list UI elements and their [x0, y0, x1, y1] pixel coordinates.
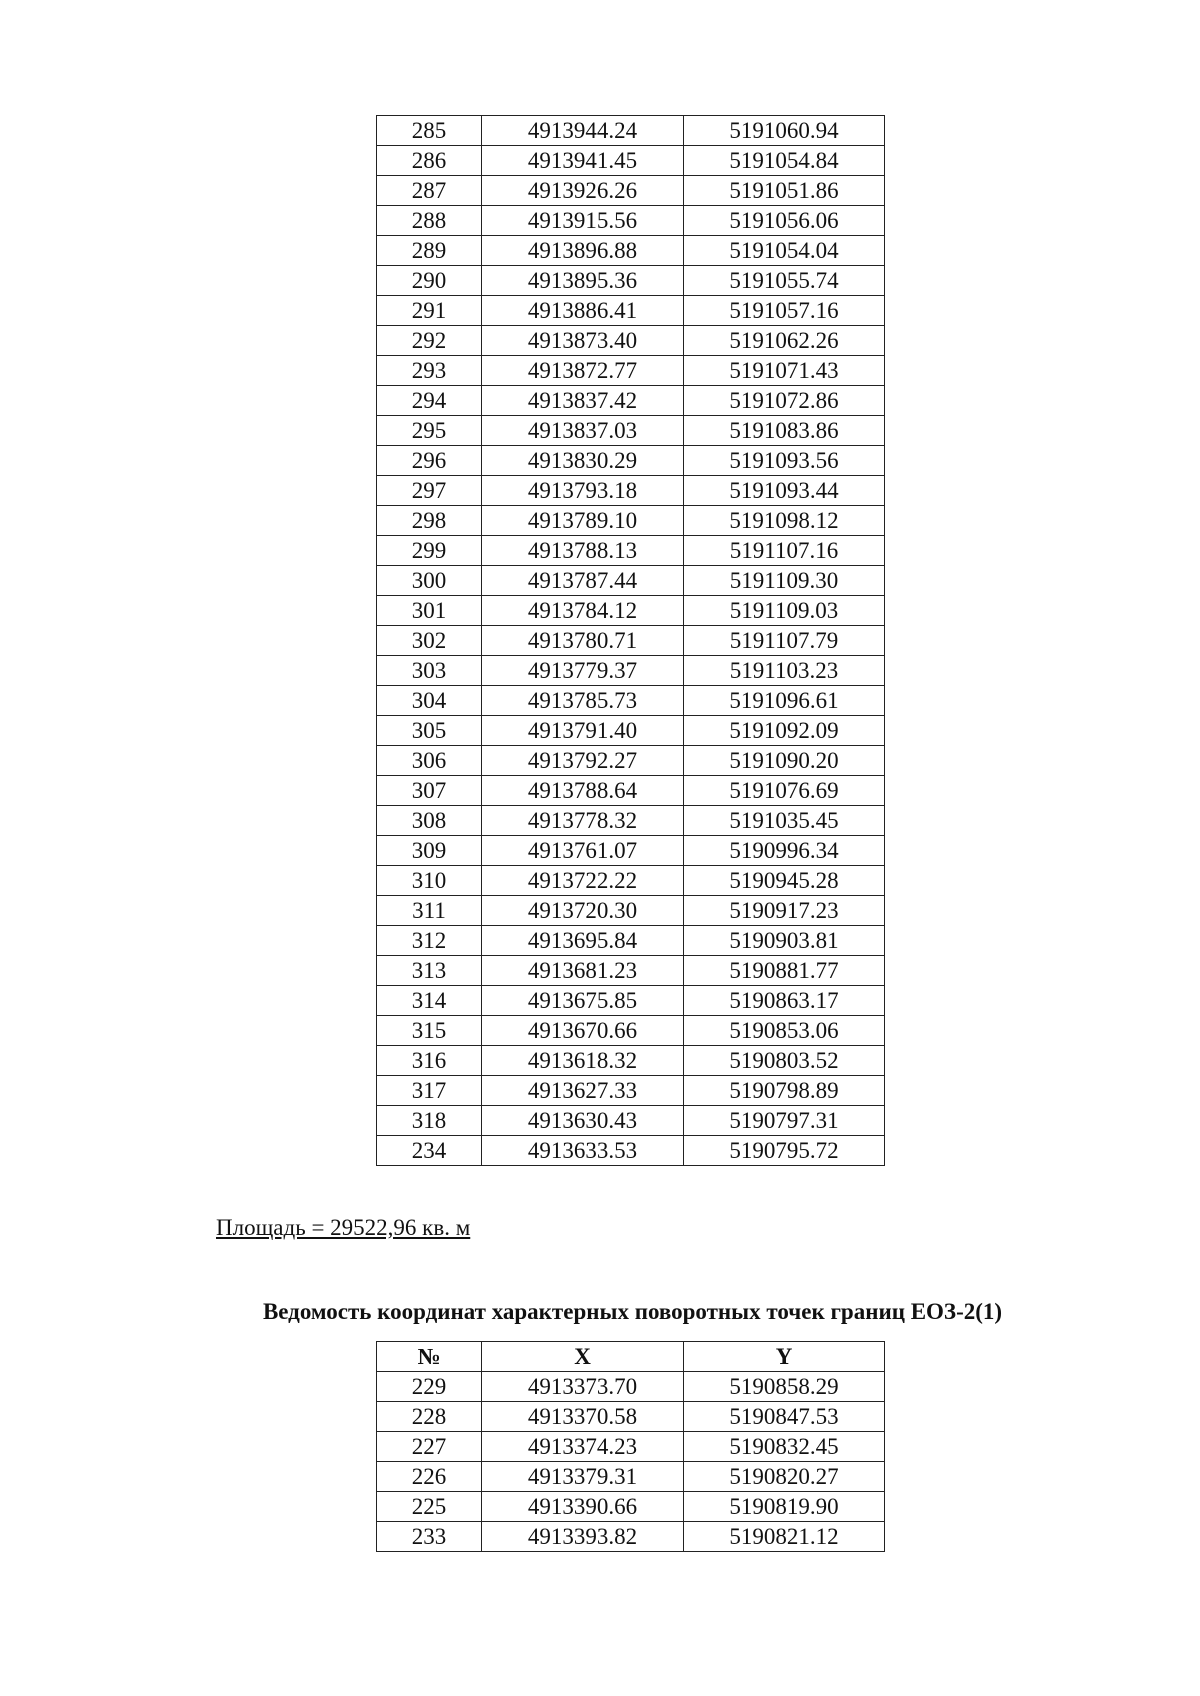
area-total: Площадь = 29522,96 кв. м	[216, 1215, 471, 1240]
y-coordinate: 5190795.72	[684, 1136, 885, 1166]
x-coordinate: 4913896.88	[482, 236, 684, 266]
point-number: 285	[377, 116, 482, 146]
y-coordinate: 5190819.90	[684, 1492, 885, 1522]
table-row	[377, 896, 885, 926]
point-number: 303	[377, 656, 482, 686]
y-coordinate: 5191093.56	[684, 446, 885, 476]
point-number: 299	[377, 536, 482, 566]
table-row	[377, 656, 885, 686]
table-row	[377, 836, 885, 866]
table-row	[377, 476, 885, 506]
y-coordinate: 5191103.23	[684, 656, 885, 686]
coordinates-table-2	[376, 1341, 885, 1552]
point-number: 291	[377, 296, 482, 326]
table-row	[377, 416, 885, 446]
point-number: 304	[377, 686, 482, 716]
y-coordinate: 5190798.89	[684, 1076, 885, 1106]
y-coordinate: 5190821.12	[684, 1522, 885, 1552]
x-coordinate: 4913792.27	[482, 746, 684, 776]
table-row	[377, 746, 885, 776]
y-coordinate: 5191090.20	[684, 746, 885, 776]
x-coordinate: 4913872.77	[482, 356, 684, 386]
x-coordinate: 4913785.73	[482, 686, 684, 716]
table-row	[377, 866, 885, 896]
y-coordinate: 5191054.84	[684, 146, 885, 176]
x-coordinate: 4913944.24	[482, 116, 684, 146]
point-number: 308	[377, 806, 482, 836]
y-coordinate: 5190881.77	[684, 956, 885, 986]
x-coordinate: 4913780.71	[482, 626, 684, 656]
header-x: X	[482, 1342, 684, 1372]
point-number: 313	[377, 956, 482, 986]
point-number: 227	[377, 1432, 482, 1462]
table-row	[377, 1462, 885, 1492]
table-row	[377, 326, 885, 356]
y-coordinate: 5191096.61	[684, 686, 885, 716]
table-row	[377, 506, 885, 536]
y-coordinate: 5191054.04	[684, 236, 885, 266]
table-row	[377, 1492, 885, 1522]
y-coordinate: 5191051.86	[684, 176, 885, 206]
x-coordinate: 4913941.45	[482, 146, 684, 176]
y-coordinate: 5191083.86	[684, 416, 885, 446]
y-coordinate: 5191109.03	[684, 596, 885, 626]
table-row	[377, 1076, 885, 1106]
y-coordinate: 5191076.69	[684, 776, 885, 806]
y-coordinate: 5191062.26	[684, 326, 885, 356]
y-coordinate: 5191107.16	[684, 536, 885, 566]
x-coordinate: 4913374.23	[482, 1432, 684, 1462]
x-coordinate: 4913722.22	[482, 866, 684, 896]
table-row	[377, 806, 885, 836]
x-coordinate: 4913618.32	[482, 1046, 684, 1076]
y-coordinate: 5191098.12	[684, 506, 885, 536]
x-coordinate: 4913670.66	[482, 1016, 684, 1046]
x-coordinate: 4913778.32	[482, 806, 684, 836]
x-coordinate: 4913784.12	[482, 596, 684, 626]
point-number: 311	[377, 896, 482, 926]
y-coordinate: 5190903.81	[684, 926, 885, 956]
y-coordinate: 5191060.94	[684, 116, 885, 146]
y-coordinate: 5190832.45	[684, 1432, 885, 1462]
point-number: 296	[377, 446, 482, 476]
table-row	[377, 386, 885, 416]
y-coordinate: 5190853.06	[684, 1016, 885, 1046]
x-coordinate: 4913830.29	[482, 446, 684, 476]
point-number: 307	[377, 776, 482, 806]
point-number: 234	[377, 1136, 482, 1166]
x-coordinate: 4913675.85	[482, 986, 684, 1016]
y-coordinate: 5190847.53	[684, 1402, 885, 1432]
x-coordinate: 4913787.44	[482, 566, 684, 596]
y-coordinate: 5191092.09	[684, 716, 885, 746]
table-row	[377, 116, 885, 146]
table-row	[377, 206, 885, 236]
y-coordinate: 5191093.44	[684, 476, 885, 506]
point-number: 302	[377, 626, 482, 656]
y-coordinate: 5190803.52	[684, 1046, 885, 1076]
x-coordinate: 4913633.53	[482, 1136, 684, 1166]
point-number: 225	[377, 1492, 482, 1522]
x-coordinate: 4913390.66	[482, 1492, 684, 1522]
table-row	[377, 236, 885, 266]
x-coordinate: 4913393.82	[482, 1522, 684, 1552]
point-number: 294	[377, 386, 482, 416]
x-coordinate: 4913789.10	[482, 506, 684, 536]
x-coordinate: 4913627.33	[482, 1076, 684, 1106]
coordinates-table-2-body	[377, 1372, 885, 1552]
point-number: 226	[377, 1462, 482, 1492]
point-number: 312	[377, 926, 482, 956]
y-coordinate: 5191035.45	[684, 806, 885, 836]
table-row	[377, 446, 885, 476]
x-coordinate: 4913681.23	[482, 956, 684, 986]
table-row	[377, 686, 885, 716]
point-number: 316	[377, 1046, 482, 1076]
x-coordinate: 4913761.07	[482, 836, 684, 866]
table-row	[377, 716, 885, 746]
header-y: Y	[684, 1342, 885, 1372]
table-row	[377, 956, 885, 986]
table-2-title: Ведомость координат характерных поворотных точек границ ЕОЗ-2(1)	[262, 1299, 1003, 1324]
table-row	[377, 566, 885, 596]
x-coordinate: 4913886.41	[482, 296, 684, 326]
point-number: 297	[377, 476, 482, 506]
x-coordinate: 4913793.18	[482, 476, 684, 506]
x-coordinate: 4913873.40	[482, 326, 684, 356]
y-coordinate: 5191056.06	[684, 206, 885, 236]
point-number: 309	[377, 836, 482, 866]
y-coordinate: 5191055.74	[684, 266, 885, 296]
x-coordinate: 4913895.36	[482, 266, 684, 296]
y-coordinate: 5191071.43	[684, 356, 885, 386]
y-coordinate: 5190797.31	[684, 1106, 885, 1136]
point-number: 228	[377, 1402, 482, 1432]
y-coordinate: 5191057.16	[684, 296, 885, 326]
table-row	[377, 1016, 885, 1046]
x-coordinate: 4913379.31	[482, 1462, 684, 1492]
x-coordinate: 4913926.26	[482, 176, 684, 206]
y-coordinate: 5190945.28	[684, 866, 885, 896]
x-coordinate: 4913373.70	[482, 1372, 684, 1402]
table-row	[377, 1372, 885, 1402]
point-number: 292	[377, 326, 482, 356]
x-coordinate: 4913720.30	[482, 896, 684, 926]
point-number: 289	[377, 236, 482, 266]
x-coordinate: 4913837.03	[482, 416, 684, 446]
x-coordinate: 4913370.58	[482, 1402, 684, 1432]
table-row	[377, 1046, 885, 1076]
coordinates-table-1	[376, 115, 885, 1166]
x-coordinate: 4913788.13	[482, 536, 684, 566]
point-number: 300	[377, 566, 482, 596]
x-coordinate: 4913788.64	[482, 776, 684, 806]
point-number: 295	[377, 416, 482, 446]
point-number: 293	[377, 356, 482, 386]
table-row	[377, 266, 885, 296]
y-coordinate: 5190917.23	[684, 896, 885, 926]
point-number: 310	[377, 866, 482, 896]
table-row	[377, 176, 885, 206]
point-number: 315	[377, 1016, 482, 1046]
point-number: 301	[377, 596, 482, 626]
table-row	[377, 356, 885, 386]
point-number: 287	[377, 176, 482, 206]
point-number: 290	[377, 266, 482, 296]
table-row	[377, 776, 885, 806]
table-row	[377, 596, 885, 626]
table-row	[377, 986, 885, 1016]
table-row	[377, 296, 885, 326]
y-coordinate: 5190996.34	[684, 836, 885, 866]
header-number: №	[377, 1342, 482, 1372]
y-coordinate: 5191109.30	[684, 566, 885, 596]
point-number: 288	[377, 206, 482, 236]
point-number: 306	[377, 746, 482, 776]
table-row	[377, 146, 885, 176]
x-coordinate: 4913779.37	[482, 656, 684, 686]
y-coordinate: 5190858.29	[684, 1372, 885, 1402]
table-row	[377, 1432, 885, 1462]
point-number: 305	[377, 716, 482, 746]
point-number: 317	[377, 1076, 482, 1106]
table-row	[377, 536, 885, 566]
x-coordinate: 4913915.56	[482, 206, 684, 236]
point-number: 286	[377, 146, 482, 176]
y-coordinate: 5191107.79	[684, 626, 885, 656]
point-number: 314	[377, 986, 482, 1016]
table-row	[377, 1106, 885, 1136]
table-row	[377, 1402, 885, 1432]
table-row	[377, 926, 885, 956]
coordinates-table-1-body	[377, 116, 885, 1166]
x-coordinate: 4913791.40	[482, 716, 684, 746]
table-row	[377, 1522, 885, 1552]
point-number: 298	[377, 506, 482, 536]
point-number: 233	[377, 1522, 482, 1552]
y-coordinate: 5191072.86	[684, 386, 885, 416]
table-row	[377, 1136, 885, 1166]
x-coordinate: 4913630.43	[482, 1106, 684, 1136]
y-coordinate: 5190820.27	[684, 1462, 885, 1492]
table-row	[377, 626, 885, 656]
y-coordinate: 5190863.17	[684, 986, 885, 1016]
x-coordinate: 4913837.42	[482, 386, 684, 416]
point-number: 318	[377, 1106, 482, 1136]
table-header-row	[377, 1342, 885, 1372]
x-coordinate: 4913695.84	[482, 926, 684, 956]
point-number: 229	[377, 1372, 482, 1402]
